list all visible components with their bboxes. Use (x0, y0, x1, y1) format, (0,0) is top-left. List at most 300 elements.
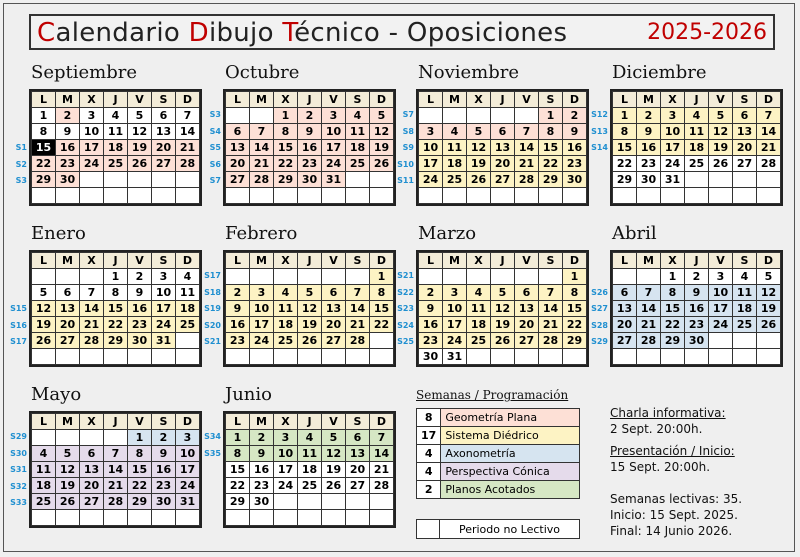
day-cell (370, 494, 394, 510)
weekday-header: V (322, 253, 346, 269)
day-cell (757, 172, 781, 188)
day-cell: 25 (298, 478, 322, 494)
week-label: S28 (591, 320, 608, 330)
day-cell: 8 (539, 124, 563, 140)
week-label: S18 (204, 287, 221, 297)
day-cell: 29 (104, 333, 128, 349)
day-cell: 25 (733, 317, 757, 333)
day-cell (370, 172, 394, 188)
day-cell (613, 269, 637, 285)
day-cell: 23 (226, 333, 250, 349)
day-cell (685, 349, 709, 365)
week-label: S33 (10, 498, 27, 507)
day-cell: 7 (104, 446, 128, 462)
month-grid (225, 413, 394, 526)
week-label: S15 (10, 304, 27, 313)
day-cell: 20 (346, 462, 370, 478)
month-septiembre (15, 62, 197, 210)
day-cell: 5 (128, 108, 152, 124)
month-name: Noviembre (418, 62, 520, 83)
day-cell: 29 (539, 172, 563, 188)
month-marzo (397, 223, 584, 371)
day-cell: 19 (322, 462, 346, 478)
month-junio (204, 384, 391, 532)
day-cell: 20 (515, 317, 539, 333)
day-cell: 23 (128, 317, 152, 333)
day-cell: 9 (563, 124, 587, 140)
day-cell: 8 (128, 446, 152, 462)
week-label: S26 (591, 287, 608, 297)
day-cell: 22 (539, 156, 563, 172)
week-label: S3 (209, 110, 221, 119)
week-label (9, 351, 27, 368)
weekday-header: J (104, 414, 128, 430)
week-label: S21 (204, 337, 221, 346)
weekday-header: L (226, 414, 250, 430)
day-cell (56, 269, 80, 285)
day-cell: 2 (563, 108, 587, 124)
weekday-header: J (104, 253, 128, 269)
day-cell: 13 (515, 301, 539, 317)
day-cell: 28 (539, 333, 563, 349)
presentacion-title: Presentación / Inicio: (610, 444, 735, 458)
fecha-inicio: Inicio: 15 Sept. 2025. (610, 508, 738, 522)
weekday-header: L (419, 253, 443, 269)
day-cell: 15 (613, 140, 637, 156)
day-cell (298, 349, 322, 365)
title-part-1: alendario (55, 18, 189, 48)
legend-row (417, 445, 580, 463)
month-noviembre (397, 62, 584, 210)
month-name: Septiembre (31, 62, 137, 83)
day-cell: 6 (515, 285, 539, 301)
day-cell (128, 349, 152, 365)
title-initial-t: T (282, 18, 295, 48)
day-cell: 27 (80, 494, 104, 510)
week-label: S22 (397, 287, 414, 297)
day-cell: 26 (491, 333, 515, 349)
weekday-header: X (467, 253, 491, 269)
charla-date: 2 Sept. 20:00h. (610, 422, 703, 436)
week-label (9, 285, 27, 302)
day-cell (661, 349, 685, 365)
month-grid (612, 91, 781, 204)
legend-label: Axonometría (441, 445, 580, 463)
week-label: S25 (397, 337, 414, 346)
week-label: S7 (402, 110, 414, 119)
day-cell: 18 (467, 317, 491, 333)
day-cell: 22 (563, 317, 587, 333)
week-label: S23 (397, 304, 414, 313)
day-cell (250, 269, 274, 285)
day-cell: 28 (176, 156, 200, 172)
week-label: S6 (209, 159, 221, 169)
weekday-header: S (152, 92, 176, 108)
day-cell: 2 (56, 108, 80, 124)
day-cell: 16 (152, 462, 176, 478)
day-cell: 9 (685, 285, 709, 301)
day-cell (346, 494, 370, 510)
weekday-header: L (32, 253, 56, 269)
day-cell (32, 188, 56, 204)
month-grid (31, 91, 200, 204)
day-cell: 11 (443, 140, 467, 156)
day-cell: 6 (80, 446, 104, 462)
legend-row (417, 481, 580, 499)
day-cell (250, 349, 274, 365)
day-cell: 23 (152, 478, 176, 494)
weekday-header: V (128, 92, 152, 108)
page-title (37, 18, 567, 48)
weekday-header: S (346, 253, 370, 269)
weekday-header: D (370, 414, 394, 430)
day-cell (370, 188, 394, 204)
day-cell: 27 (491, 172, 515, 188)
week-label: S1 (15, 143, 27, 152)
week-label (590, 190, 608, 207)
weekday-header: M (443, 92, 467, 108)
no-lectivo-legend (416, 519, 580, 539)
day-cell (128, 510, 152, 526)
day-cell: 20 (733, 140, 757, 156)
weekday-header: X (80, 414, 104, 430)
charla-title: Charla informativa: (610, 406, 726, 420)
day-cell: 4 (443, 124, 467, 140)
day-cell (757, 333, 781, 349)
day-cell (250, 188, 274, 204)
weekday-header: L (32, 414, 56, 430)
day-cell: 3 (709, 269, 733, 285)
day-cell: 25 (104, 156, 128, 172)
day-cell: 4 (274, 285, 298, 301)
legend-row (417, 427, 580, 445)
day-cell: 6 (56, 285, 80, 301)
day-cell: 21 (176, 140, 200, 156)
day-cell: 14 (176, 124, 200, 140)
weekday-header: V (515, 253, 539, 269)
day-cell: 24 (80, 156, 104, 172)
week-labels (203, 268, 221, 367)
legend-weeks: 4 (417, 445, 441, 463)
day-cell: 15 (539, 140, 563, 156)
day-cell: 1 (539, 108, 563, 124)
month-mayo (10, 384, 197, 532)
day-cell: 3 (661, 108, 685, 124)
day-cell (104, 430, 128, 446)
day-cell (298, 510, 322, 526)
day-cell: 19 (709, 140, 733, 156)
day-cell: 10 (709, 285, 733, 301)
day-cell: 10 (152, 285, 176, 301)
weekday-header: X (274, 414, 298, 430)
day-cell: 23 (563, 156, 587, 172)
day-cell (733, 333, 757, 349)
week-labels (203, 429, 221, 528)
day-cell (274, 494, 298, 510)
week-label: S14 (591, 143, 608, 152)
day-cell (56, 430, 80, 446)
day-cell (128, 188, 152, 204)
day-cell: 17 (176, 462, 200, 478)
month-octubre (209, 62, 391, 210)
day-cell (733, 349, 757, 365)
day-cell: 4 (176, 269, 200, 285)
week-labels (590, 107, 608, 206)
day-cell: 21 (80, 317, 104, 333)
day-cell: 22 (104, 317, 128, 333)
weekday-header: J (491, 92, 515, 108)
day-cell (515, 349, 539, 365)
day-cell (56, 349, 80, 365)
day-cell: 9 (56, 124, 80, 140)
month-abril (591, 223, 778, 371)
legend-label: Perspectiva Cónica (441, 463, 580, 481)
day-cell: 21 (104, 478, 128, 494)
day-cell (152, 349, 176, 365)
weekday-header: X (467, 92, 491, 108)
legend-weeks: 4 (417, 463, 441, 481)
day-cell: 25 (346, 156, 370, 172)
day-cell: 3 (250, 285, 274, 301)
day-cell: 17 (274, 462, 298, 478)
day-cell (515, 188, 539, 204)
weekday-header: J (685, 92, 709, 108)
day-cell (298, 188, 322, 204)
week-label: S17 (10, 337, 27, 346)
week-label: S24 (397, 320, 414, 330)
day-cell: 3 (152, 269, 176, 285)
weekday-header: L (419, 92, 443, 108)
day-cell: 10 (176, 446, 200, 462)
day-cell: 1 (661, 269, 685, 285)
day-cell: 16 (250, 462, 274, 478)
week-labels (590, 268, 608, 367)
day-cell: 27 (152, 156, 176, 172)
day-cell: 6 (491, 124, 515, 140)
day-cell (274, 349, 298, 365)
day-cell (467, 269, 491, 285)
day-cell: 30 (685, 333, 709, 349)
day-cell: 7 (539, 285, 563, 301)
weekday-header: X (80, 92, 104, 108)
day-cell: 4 (104, 108, 128, 124)
day-cell: 11 (733, 285, 757, 301)
day-cell: 22 (370, 317, 394, 333)
day-cell: 24 (661, 156, 685, 172)
day-cell (322, 349, 346, 365)
day-cell: 7 (346, 285, 370, 301)
day-cell: 11 (685, 124, 709, 140)
day-cell (176, 333, 200, 349)
week-label (590, 173, 608, 190)
day-cell: 20 (56, 317, 80, 333)
weekday-header: S (539, 253, 563, 269)
day-cell (346, 269, 370, 285)
day-cell: 30 (56, 172, 80, 188)
day-cell: 27 (613, 333, 637, 349)
day-cell: 6 (226, 124, 250, 140)
day-cell: 14 (515, 140, 539, 156)
day-cell: 17 (322, 140, 346, 156)
day-cell: 17 (250, 317, 274, 333)
weekday-header: S (346, 414, 370, 430)
day-cell: 10 (80, 124, 104, 140)
day-cell: 17 (661, 140, 685, 156)
week-label: S30 (10, 448, 27, 458)
day-cell (709, 349, 733, 365)
day-cell: 17 (152, 301, 176, 317)
day-cell: 24 (322, 156, 346, 172)
week-label: S10 (397, 159, 414, 169)
legend-weeks: 17 (417, 427, 441, 445)
day-cell: 23 (685, 317, 709, 333)
day-cell (176, 172, 200, 188)
day-cell: 25 (32, 494, 56, 510)
day-cell: 12 (56, 462, 80, 478)
day-cell (80, 349, 104, 365)
day-cell (515, 108, 539, 124)
week-label (396, 351, 414, 368)
day-cell: 25 (274, 333, 298, 349)
day-cell (32, 269, 56, 285)
week-label: S29 (10, 432, 27, 441)
week-label (203, 462, 221, 479)
week-label (9, 512, 27, 529)
day-cell: 20 (322, 317, 346, 333)
title-initial-c: C (37, 18, 56, 48)
day-cell: 18 (685, 140, 709, 156)
week-label: S11 (397, 176, 414, 185)
day-cell (346, 349, 370, 365)
week-label: S29 (591, 337, 608, 346)
week-label (203, 351, 221, 368)
month-name: Octubre (225, 62, 300, 83)
day-cell: 2 (152, 430, 176, 446)
day-cell (322, 494, 346, 510)
day-cell (346, 510, 370, 526)
day-cell: 2 (298, 108, 322, 124)
day-cell: 8 (104, 285, 128, 301)
day-cell (685, 172, 709, 188)
day-cell: 12 (298, 301, 322, 317)
weekday-header: D (757, 92, 781, 108)
weekday-header: X (274, 253, 298, 269)
day-cell (80, 188, 104, 204)
day-cell (250, 510, 274, 526)
day-cell: 20 (152, 140, 176, 156)
day-cell (80, 172, 104, 188)
day-cell: 3 (274, 430, 298, 446)
day-cell (539, 349, 563, 365)
weekday-header: J (491, 253, 515, 269)
week-labels (396, 268, 414, 367)
day-cell: 21 (515, 156, 539, 172)
day-cell (226, 269, 250, 285)
weekday-header: D (563, 92, 587, 108)
day-cell (274, 269, 298, 285)
day-cell: 19 (370, 140, 394, 156)
weekday-header: D (176, 92, 200, 108)
week-labels (203, 107, 221, 206)
weekday-header: L (613, 92, 637, 108)
day-cell: 15 (32, 140, 56, 156)
day-cell: 1 (370, 269, 394, 285)
day-cell: 28 (80, 333, 104, 349)
day-cell: 1 (226, 430, 250, 446)
day-cell: 20 (80, 478, 104, 494)
month-febrero (204, 223, 391, 371)
day-cell: 24 (709, 317, 733, 333)
day-cell: 26 (32, 333, 56, 349)
day-cell: 27 (346, 478, 370, 494)
day-cell (56, 510, 80, 526)
day-cell (322, 269, 346, 285)
weekday-header: V (515, 92, 539, 108)
day-cell: 29 (563, 333, 587, 349)
day-cell: 15 (274, 140, 298, 156)
day-cell: 20 (613, 317, 637, 333)
weekday-header: S (539, 92, 563, 108)
day-cell (563, 349, 587, 365)
day-cell (467, 349, 491, 365)
day-cell (733, 172, 757, 188)
weekday-header: M (637, 92, 661, 108)
day-cell: 14 (250, 140, 274, 156)
legend-weeks: 8 (417, 409, 441, 427)
weekday-header: M (250, 92, 274, 108)
week-label (203, 479, 221, 496)
day-cell: 8 (226, 446, 250, 462)
week-label (203, 512, 221, 529)
day-cell: 21 (637, 317, 661, 333)
day-cell (539, 188, 563, 204)
week-label (396, 190, 414, 207)
day-cell: 5 (370, 108, 394, 124)
day-cell (152, 510, 176, 526)
day-cell: 12 (491, 301, 515, 317)
day-cell: 7 (515, 124, 539, 140)
day-cell: 24 (176, 478, 200, 494)
day-cell: 10 (443, 301, 467, 317)
day-cell: 23 (419, 333, 443, 349)
day-cell: 2 (637, 108, 661, 124)
week-label (590, 157, 608, 174)
week-label: S17 (204, 271, 221, 280)
day-cell: 21 (250, 156, 274, 172)
weekday-header: V (709, 253, 733, 269)
day-cell: 23 (298, 156, 322, 172)
weekday-header: S (152, 414, 176, 430)
day-cell (443, 108, 467, 124)
day-cell: 14 (80, 301, 104, 317)
month-name: Junio (225, 384, 272, 405)
month-grid (31, 252, 200, 365)
day-cell: 26 (322, 478, 346, 494)
day-cell: 9 (250, 446, 274, 462)
legend-row (417, 463, 580, 481)
semanas-lectivas: Semanas lectivas: 35. (610, 492, 743, 506)
day-cell: 24 (419, 172, 443, 188)
day-cell: 29 (32, 172, 56, 188)
legend-label: Sistema Diédrico (441, 427, 580, 445)
day-cell: 15 (104, 301, 128, 317)
day-cell: 20 (491, 156, 515, 172)
day-cell: 15 (226, 462, 250, 478)
day-cell: 12 (32, 301, 56, 317)
day-cell: 19 (56, 478, 80, 494)
month-name: Mayo (31, 384, 82, 405)
day-cell: 8 (661, 285, 685, 301)
